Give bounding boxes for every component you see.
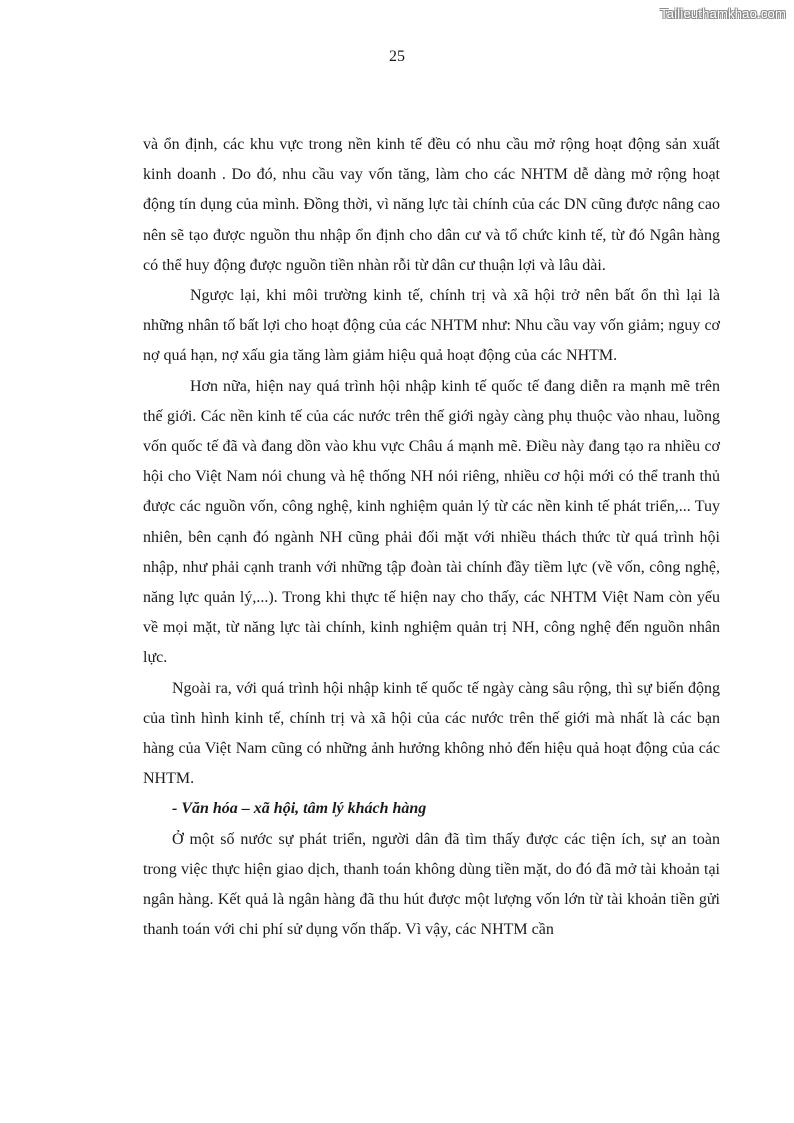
paragraph-1: và ổn định, các khu vực trong nền kinh tế đều có nhu cầu mở rộng hoạt động sản xuất kinh doanh . Do đó, nhu cầu vay vốn tăng, làm cho các NHTM dễ dàng mở rộng hoạt động tín dụng của mình. Đồng thời, vì năng lực tài chính của các DN cũng được nâng cao nên sẽ tạo được nguồn thu nhập ổn định cho dân cư và tổ chức kinh tế, từ đó Ngân hàng có thể huy động được nguồn tiền nhàn rỗi từ dân cư thuận lợi và lâu dài. — [143, 136, 720, 274]
page-number: 25 — [389, 48, 405, 65]
paragraph-5: Ở một số nước sự phát triển, người dân đã tìm thấy được các tiện ích, sự an toàn trong việc thực hiện giao dịch, thanh toán không dùng tiền mặt, do đó đã mở tài khoản tại ngân hàng. Kết quả là ngân hàng đã thu hút được một lượng vốn lớn từ tài khoản tiền gửi thanh toán với chi phí sử dụng vốn thấp. Vì vậy, các NHTM cần — [143, 830, 720, 939]
paragraph-2: Ngược lại, khi môi trường kinh tế, chính trị và xã hội trở nên bất ổn thì lại là những nhân tố bất lợi cho hoạt động của các NHTM như: Nhu cầu vay vốn giảm; nguy cơ nợ quá hạn, nợ xấu gia tăng làm giảm hiệu quả hoạt động của các NHTM. — [143, 287, 720, 365]
section-heading: - Văn hóa – xã hội, tâm lý khách hàng — [172, 800, 427, 818]
document-body — [143, 130, 720, 945]
watermark-text: Tailieuthamkhao.com — [660, 6, 786, 21]
paragraph-3: Hơn nữa, hiện nay quá trình hội nhập kinh tế quốc tế đang diễn ra mạnh mẽ trên thế giới. Các nền kinh tế của các nước trên thế giới ngày càng phụ thuộc vào nhau, luồng vốn quốc tế đã và đang dồn vào khu vực Châu á mạnh mẽ. Điều này đang tạo ra nhiều cơ hội cho Việt Nam nói chung và hệ thống NH nói riêng, nhiều cơ hội mới có thể tranh thủ được các nguồn vốn, công nghệ, kinh nghiệm quản lý từ các nền kinh tế phát triển,... Tuy nhiên, bên cạnh đó ngành NH cũng phải đối mặt với nhiều thách thức từ quá trình hội nhập, như phải cạnh tranh với những tập đoàn tài chính đầy tiềm lực (về vốn, công nghệ, năng lực quản lý,...). Trong khi thực tế hiện nay cho thấy, các NHTM Việt Nam còn yếu về mọi mặt, từ năng lực tài chính, kinh nghiệm quản trị NH, công nghệ đến nguồn nhân lực. — [143, 377, 720, 667]
paragraph-4: Ngoài ra, với quá trình hội nhập kinh tế quốc tế ngày càng sâu rộng, thì sự biến động của tình hình kinh tế, chính trị và xã hội của các nước trên thế giới mà nhất là các bạn hàng của Việt Nam cũng có những ảnh hưởng không nhỏ đến hiệu quả hoạt động của các NHTM. — [143, 679, 720, 788]
